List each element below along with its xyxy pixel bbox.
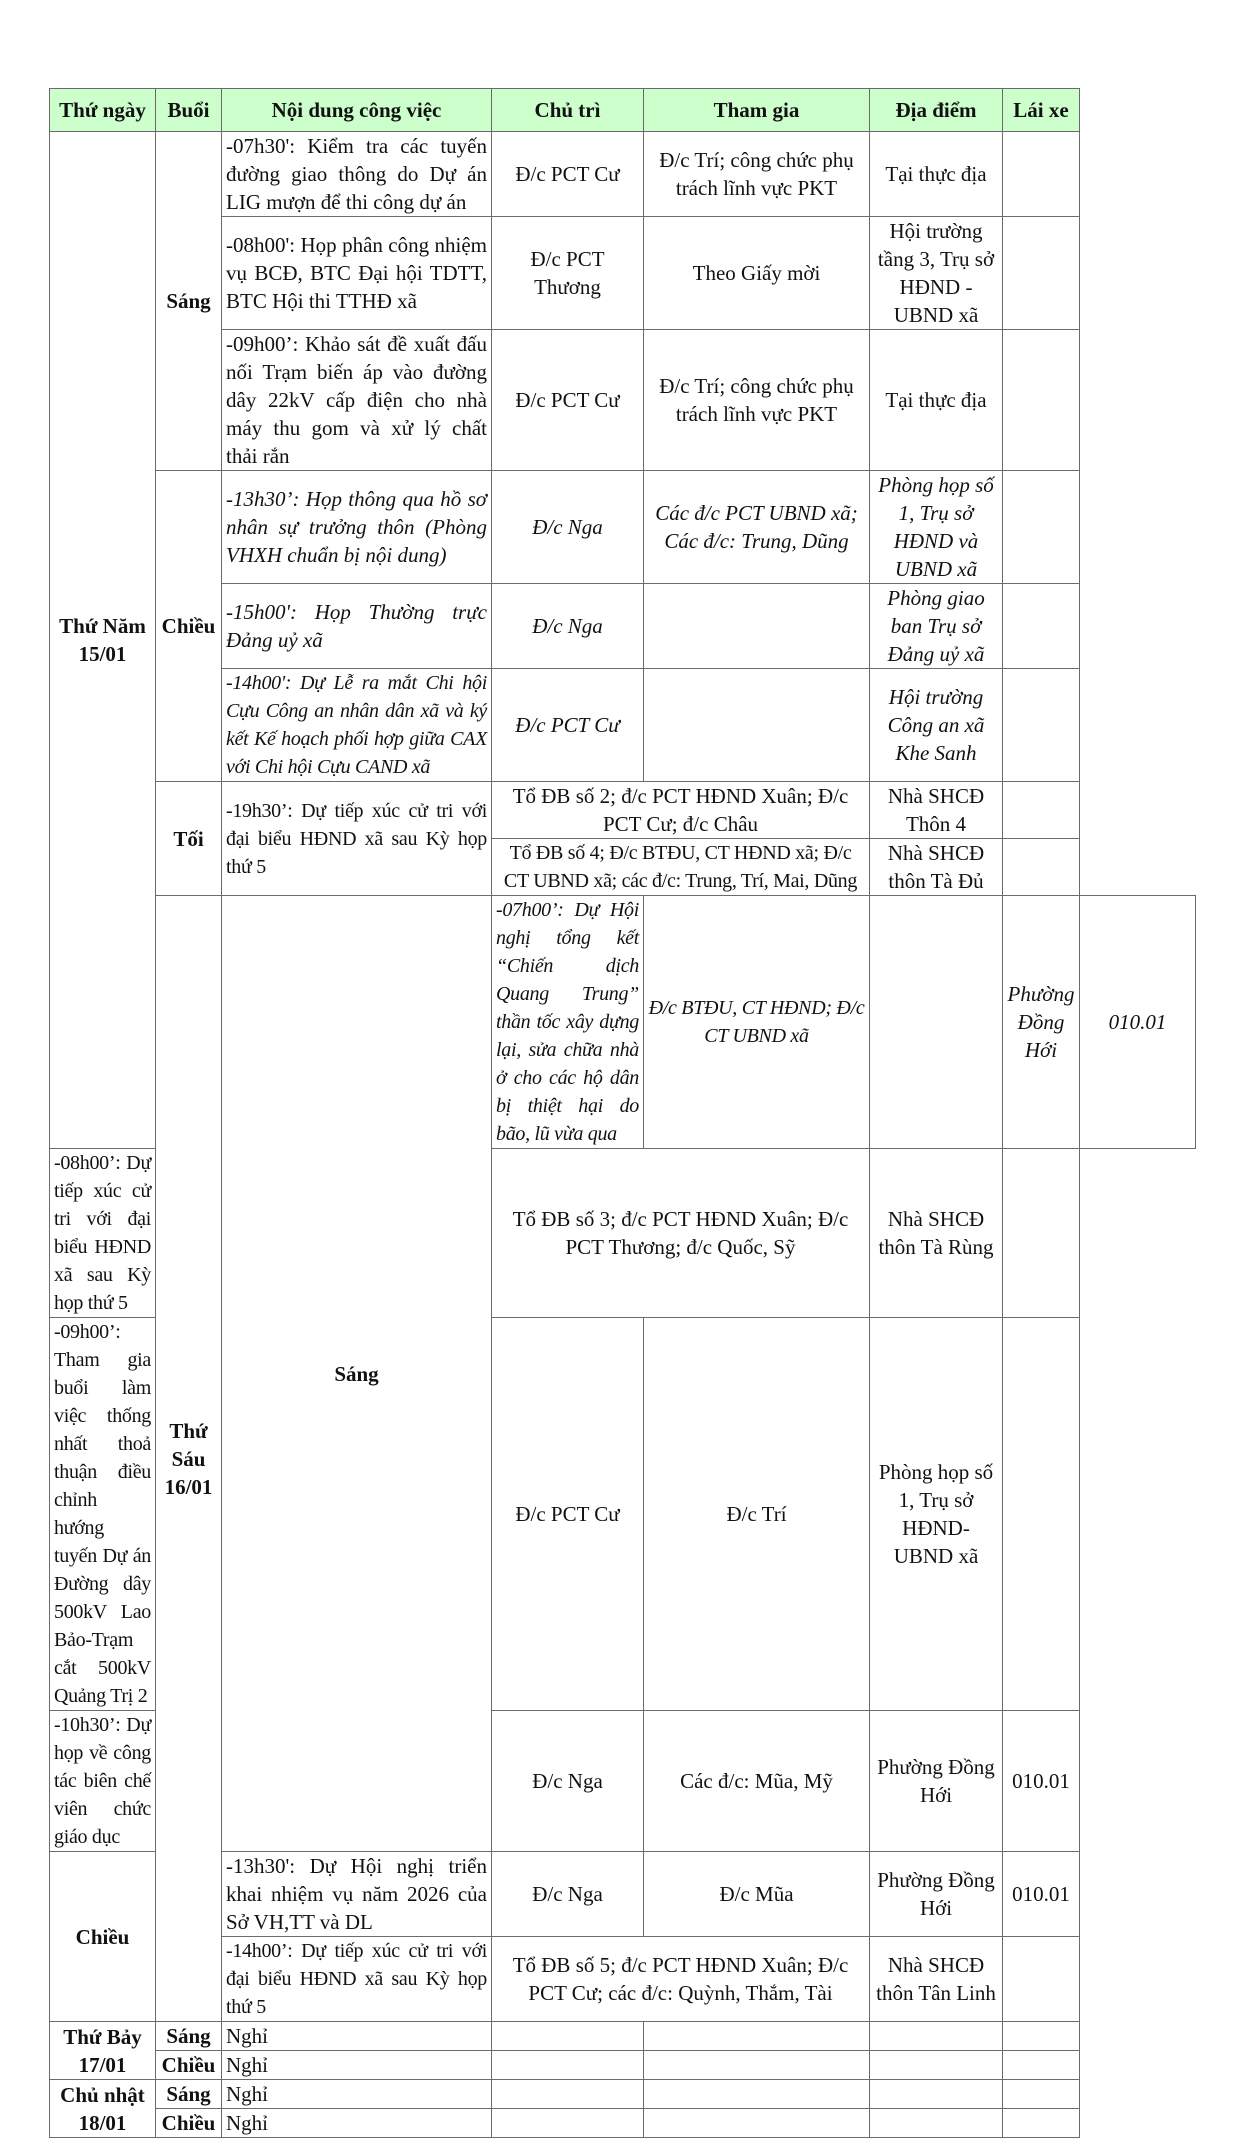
date-label: 16/01: [164, 1474, 213, 1499]
task-cell: -19h30’: Dự tiếp xúc cử tri với đại biểu HĐND xã sau Kỳ họp thứ 5: [222, 782, 492, 896]
host-cell: Đ/c Nga: [492, 1711, 644, 1852]
location-cell: Hội trường Công an xã Khe Sanh: [870, 669, 1003, 782]
host-cell: [492, 2080, 644, 2109]
location-cell: Phường Đồng Hới: [870, 1711, 1003, 1852]
date-label: 15/01: [78, 642, 127, 666]
location-cell: [870, 2109, 1003, 2138]
driver-cell: 010.01: [1080, 896, 1196, 1149]
driver-cell: [1003, 2080, 1080, 2109]
session-cell: Chiều: [156, 2051, 222, 2080]
host-cell: Đ/c Nga: [492, 1852, 644, 1937]
driver-cell: [1003, 132, 1080, 217]
driver-cell: 010.01: [1003, 1711, 1080, 1852]
task-cell: -14h00’: Dự tiếp xúc cử tri với đại biểu HĐND xã sau Kỳ họp thứ 5: [222, 1937, 492, 2022]
participants-cell: Đ/c Trí; công chức phụ trách lĩnh vực PKT: [644, 132, 870, 217]
participants-cell: Các đ/c: Mũa, Mỹ: [644, 1711, 870, 1852]
driver-cell: [1003, 330, 1080, 471]
header-driver: Lái xe: [1003, 89, 1080, 132]
task-cell: -14h00': Dự Lễ ra mắt Chi hội Cựu Công an nhân dân xã và ký kết Kế hoạch phối hợp giữa CAX với Chi hội Cựu CAND xã: [222, 669, 492, 782]
location-cell: Phường Đồng Hới: [870, 1852, 1003, 1937]
location-cell: [870, 2051, 1003, 2080]
day-cell: [156, 896, 222, 2022]
task-cell: -08h00’: Dự tiếp xúc cử tri với đại biểu HĐND xã sau Kỳ họp thứ 5: [50, 1149, 156, 1318]
driver-cell: [1003, 669, 1080, 782]
location-cell: Nhà SHCĐ thôn Tà Rùng: [870, 1149, 1003, 1318]
location-cell: [870, 2022, 1003, 2051]
task-cell: -13h30': Dự Hội nghị triển khai nhiệm vụ năm 2026 của Sở VH,TT và DL: [222, 1852, 492, 1937]
task-cell: Nghỉ: [222, 2080, 492, 2109]
driver-cell: [1003, 1937, 1080, 2022]
table-row: [50, 217, 1196, 330]
participants-cell: [870, 896, 1003, 1149]
host-cell: Đ/c PCT Cư: [492, 669, 644, 782]
location-cell: [870, 2080, 1003, 2109]
day-label: Thứ Sáu: [169, 1418, 208, 1471]
table-row: [50, 132, 1196, 217]
host-cell: Đ/c PCT Cư: [492, 132, 644, 217]
day-label: Thứ Năm: [59, 614, 146, 638]
participants-cell: [644, 584, 870, 669]
location-cell: Phòng họp số 1, Trụ sở HĐND- UBND xã: [870, 1318, 1003, 1711]
table-row: [50, 584, 1196, 669]
participants-cell: [644, 2109, 870, 2138]
task-cell: -13h30’: Họp thông qua hồ sơ nhân sự trưởng thôn (Phòng VHXH chuẩn bị nội dung): [222, 471, 492, 584]
day-label: Thứ Bảy: [63, 2024, 142, 2049]
session-cell: Tối: [156, 782, 222, 896]
location-cell: Phòng họp số 1, Trụ sở HĐND và UBND xã: [870, 471, 1003, 584]
session-cell: Chiều: [156, 2109, 222, 2138]
participants-cell: [644, 2080, 870, 2109]
task-cell: -15h00': Họp Thường trực Đảng uỷ xã: [222, 584, 492, 669]
header-day: Thứ ngày: [50, 89, 156, 132]
participants-cell: Các đ/c PCT UBND xã; Các đ/c: Trung, Dũng: [644, 471, 870, 584]
participants-cell: Đ/c Mũa: [644, 1852, 870, 1937]
session-cell: Sáng: [156, 132, 222, 471]
location-cell: Tại thực địa: [870, 330, 1003, 471]
header-task: Nội dung công việc: [222, 89, 492, 132]
table-row: [50, 1852, 1196, 1937]
schedule-table: [49, 88, 1196, 2138]
location-cell: Phường Đồng Hới: [1003, 896, 1080, 1149]
location-cell: Tại thực địa: [870, 132, 1003, 217]
task-cell: Nghỉ: [222, 2051, 492, 2080]
driver-cell: [1003, 2109, 1080, 2138]
table-row: [50, 330, 1196, 471]
task-cell: -07h30': Kiểm tra các tuyến đường giao thông do Dự án LIG mượn để thi công dự án: [222, 132, 492, 217]
table-row: [50, 2109, 1196, 2138]
table-row: [50, 896, 1196, 1149]
session-cell: Sáng: [222, 896, 492, 1852]
participants-cell: Theo Giấy mời: [644, 217, 870, 330]
task-cell: -09h00’: Tham gia buổi làm việc thống nhất thoả thuận điều chỉnh hướng tuyến Dự án Đường dây 500kV Lao Bảo-Trạm cắt 500kV Quảng Trị 2: [50, 1318, 156, 1711]
header-row: [50, 89, 1196, 132]
session-cell: Sáng: [156, 2080, 222, 2109]
session-cell: Chiều: [156, 471, 222, 782]
host-cell: Đ/c PCT Cư: [492, 330, 644, 471]
table-row: [50, 2051, 1196, 2080]
session-cell: Sáng: [156, 2022, 222, 2051]
table-row: [50, 1937, 1196, 2022]
host-cell: Đ/c Nga: [492, 471, 644, 584]
location-cell: Hội trường tầng 3, Trụ sở HĐND - UBND xã: [870, 217, 1003, 330]
session-cell: Chiều: [50, 1852, 156, 2022]
table-row: [50, 471, 1196, 584]
day-cell: [50, 132, 156, 1149]
host-cell: [492, 2109, 644, 2138]
driver-cell: [1003, 1318, 1080, 1711]
table-row: [50, 2022, 1196, 2051]
driver-cell: [1003, 471, 1080, 584]
driver-cell: [1003, 217, 1080, 330]
location-cell: Nhà SHCĐ thôn Tà Đủ: [870, 839, 1003, 896]
table-row: [50, 782, 1196, 839]
driver-cell: [1003, 584, 1080, 669]
task-cell: -10h30’: Dự họp về công tác biên chế viên chức giáo dục: [50, 1711, 156, 1852]
header-location: Địa điểm: [870, 89, 1003, 132]
date-label: 18/01: [78, 2110, 127, 2135]
header-host: Chủ trì: [492, 89, 644, 132]
date-label: 17/01: [78, 2052, 127, 2077]
driver-cell: [1003, 1149, 1080, 1318]
day-cell: [50, 2080, 156, 2138]
host-cell: Đ/c PCT Cư: [492, 1318, 644, 1711]
participants-cell: [644, 669, 870, 782]
participants-merged-cell: Tổ ĐB số 5; đ/c PCT HĐND Xuân; Đ/c PCT Cư; các đ/c: Quỳnh, Thắm, Tài: [492, 1937, 870, 2022]
driver-cell: [1003, 839, 1080, 896]
participants-merged-cell: Tổ ĐB số 3; đ/c PCT HĐND Xuân; Đ/c PCT Thương; đ/c Quốc, Sỹ: [492, 1149, 870, 1318]
participants-cell: [644, 2051, 870, 2080]
participants-merged-cell: Tổ ĐB số 2; đ/c PCT HĐND Xuân; Đ/c PCT Cư; đ/c Châu: [492, 782, 870, 839]
table-row: [50, 669, 1196, 782]
driver-cell: [1003, 782, 1080, 839]
participants-cell: Đ/c Trí: [644, 1318, 870, 1711]
host-cell: [492, 2022, 644, 2051]
participants-merged-cell: Tổ ĐB số 4; Đ/c BTĐU, CT HĐND xã; Đ/c CT UBND xã; các đ/c: Trung, Trí, Mai, Dũng: [492, 839, 870, 896]
task-cell: Nghỉ: [222, 2109, 492, 2138]
header-session: Buổi: [156, 89, 222, 132]
host-cell: Đ/c Nga: [492, 584, 644, 669]
task-cell: -07h00’: Dự Hội nghị tổng kết “Chiến dịch Quang Trung” thần tốc xây dựng lại, sửa chữa nhà ở cho các hộ dân bị thiệt hại do bão, lũ vừa qua: [492, 896, 644, 1149]
host-cell: [492, 2051, 644, 2080]
host-cell: Đ/c PCT Thương: [492, 217, 644, 330]
participants-cell: Đ/c Trí; công chức phụ trách lĩnh vực PKT: [644, 330, 870, 471]
participants-cell: [644, 2022, 870, 2051]
day-cell: [50, 2022, 156, 2080]
driver-cell: [1003, 2022, 1080, 2051]
task-cell: Nghỉ: [222, 2022, 492, 2051]
table-row: [50, 2080, 1196, 2109]
location-cell: Nhà SHCĐ Thôn 4: [870, 782, 1003, 839]
task-cell: -08h00': Họp phân công nhiệm vụ BCĐ, BTC Đại hội TDTT, BTC Hội thi TTHĐ xã: [222, 217, 492, 330]
task-cell: -09h00’: Khảo sát đề xuất đấu nối Trạm biến áp vào đường dây 22kV cấp điện cho nhà máy thu gom và xử lý chất thải rắn: [222, 330, 492, 471]
header-participants: Tham gia: [644, 89, 870, 132]
location-cell: Phòng giao ban Trụ sở Đảng uỷ xã: [870, 584, 1003, 669]
driver-cell: 010.01: [1003, 1852, 1080, 1937]
host-cell: Đ/c BTĐU, CT HĐND; Đ/c CT UBND xã: [644, 896, 870, 1149]
day-label: Chủ nhật: [60, 2082, 145, 2107]
driver-cell: [1003, 2051, 1080, 2080]
location-cell: Nhà SHCĐ thôn Tân Linh: [870, 1937, 1003, 2022]
